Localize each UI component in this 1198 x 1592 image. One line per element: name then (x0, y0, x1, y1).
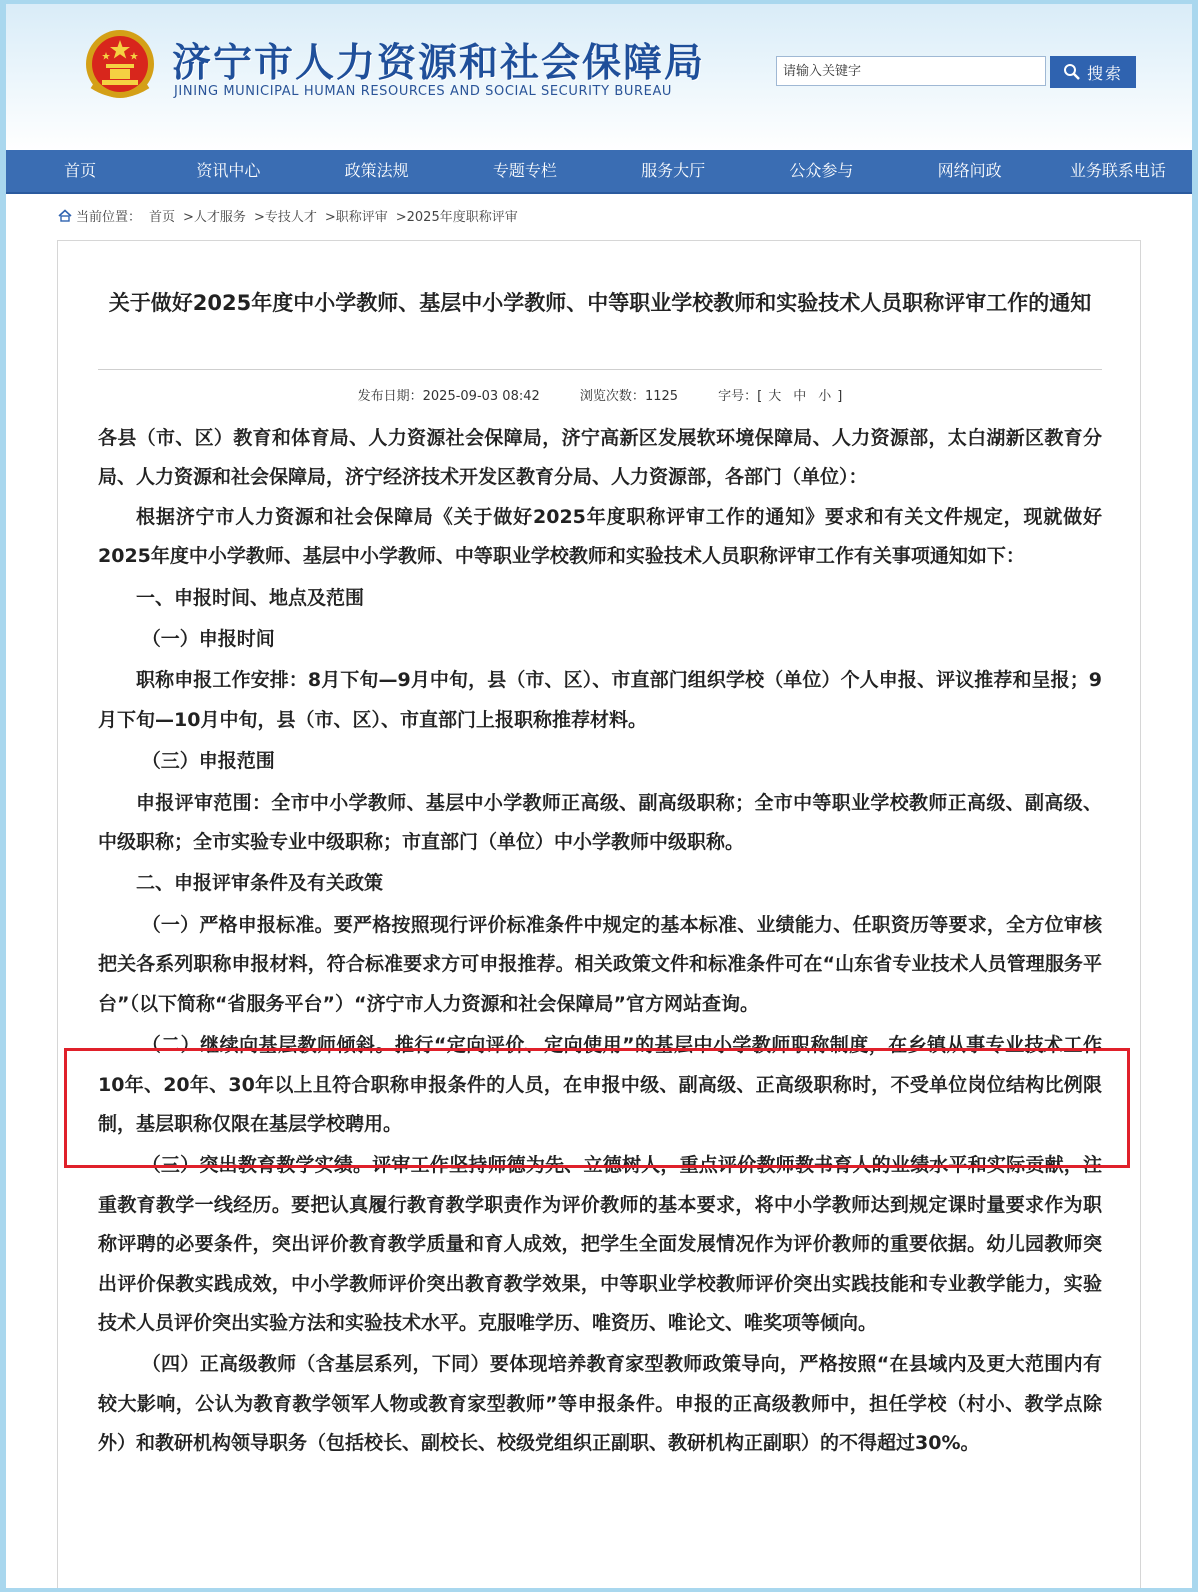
article-title: 关于做好2025年度中小学教师、基层中小学教师、中等职业学校教师和实验技术人员职称评审工作的通知 (108, 291, 1092, 315)
breadcrumb-link-home[interactable]: 首页 (149, 210, 176, 225)
view-count-label: 浏览次数： (579, 389, 645, 404)
site-title[interactable]: 济宁市人力资源和社会保障局 (172, 41, 706, 86)
site-subtitle: JINING MUNICIPAL HUMAN RESOURCES AND SOCIAL SECURITY BUREAU (174, 84, 673, 99)
article-panel (57, 240, 1141, 1588)
breadcrumb-link-2025-review[interactable]: >2025年度职称评审 (395, 210, 518, 225)
site-header (6, 4, 1192, 152)
publish-date-label: 发布日期： (357, 389, 423, 404)
subheading-application-time: （一）申报时间 (141, 628, 275, 651)
national-emblem-icon (84, 26, 156, 102)
paragraph-strict-standards: （一）严格申报标准。要严格按照现行评价标准条件中规定的基本标准、业绩能力、任职资历等要求，全方位审核把关各系列职称申报材料，符合标准要求方可申报推荐。相关政策文件和标准条件可在“山东省专业技术人员管理服务平台”（以下简称“省服务平台”）“济宁市人力资源和社会保障局”官方网站查询。 (98, 913, 1102, 1015)
article-body (98, 419, 1102, 1464)
nav-item-news[interactable]: 资讯中心 (196, 161, 261, 180)
paragraph-application-time: 职称申报工作安排：8月下旬—9月中旬，县（市、区）、市直部门组织学校（单位）个人申报、评议推荐和呈报；9月下旬—10月中旬，县（市、区）、市直部门上报职称推荐材料。 (98, 669, 1102, 731)
paragraph-teaching-performance: （三）突出教育教学实绩。评审工作坚持师德为先、立德树人，重点评价教师教书育人的业绩水平和实际贡献，注重教育教学一线经历。要把认真履行教育教学职责作为评价教师的基本要求，将中小学教师达到规定课时量要求作为职称评聘的必要条件，突出评价教育教学质量和育人成效，把学生全面发展情况作为评价教师的重要依据。幼儿园教师突出评价保教实践成效，中小学教师评价突出教育教学效果，中等职业学校教师评价突出实践技能和专业教学能力，实验技术人员评价突出实验方法和实验技术水平。克服唯学历、唯资历、唯论文、唯奖项等倾向。 (98, 1154, 1102, 1334)
search-button[interactable] (1050, 56, 1136, 88)
view-count-value: 1125 (644, 389, 679, 404)
publish-date (358, 389, 540, 404)
page-frame (6, 4, 1192, 1588)
paragraph-senior-teachers: （四）正高级教师（含基层系列，下同）要体现培养教育家型教师政策导向，严格按照“在县域内及更大范围内有较大影响，公认为教育教学领军人物或教育家型教师”等申报条件。申报的正高级教师中，担任学校（村小、教学点除外）和教研机构领导职务（包括校长、副校长、校级党组织正副职、教研机构正副职）的不得超过30%。 (98, 1353, 1102, 1455)
main-nav (6, 150, 1192, 194)
breadcrumb-link-title-review[interactable]: >职称评审 (324, 210, 388, 225)
paragraph-grassroots-teachers: （二）继续向基层教师倾斜。推行“定向评价、定向使用”的基层中小学教师职称制度，在乡镇从事专业技术工作10年、20年、30年以上且符合职称申报条件的人员，在申报中级、副高级、正高级职称时，不受单位岗位结构比例限制，基层职称仅限在基层学校聘用。 (98, 1034, 1102, 1135)
subheading-application-scope: （三）申报范围 (141, 750, 275, 773)
nav-item-public-participation[interactable]: 公众参与 (789, 161, 854, 180)
breadcrumb-link-professional-talent[interactable]: >专技人才 (253, 210, 317, 225)
paragraph-salutation: 各县（市、区）教育和体育局、人力资源社会保障局，济宁高新区发展软环境保障局、人力资源部，太白湖新区教育分局、人力资源和社会保障局，济宁经济技术开发区教育分局、人力资源部，各部门（单位）： (98, 427, 1102, 489)
breadcrumb-label: 当前位置： (76, 210, 142, 225)
home-icon (58, 209, 72, 222)
publish-date-value: 2025-09-03 08:42 (422, 389, 540, 404)
nav-item-topics[interactable]: 专题专栏 (492, 161, 557, 180)
font-size-label: 字号：[ (718, 389, 763, 404)
nav-item-contact-phone[interactable]: 业务联系电话 (1069, 161, 1166, 180)
view-count (580, 389, 678, 404)
search-button-label: 搜索 (1086, 63, 1123, 83)
nav-item-home[interactable]: 首页 (64, 161, 97, 180)
font-size-large[interactable]: 大 (768, 389, 782, 404)
nav-item-service-hall[interactable]: 服务大厅 (641, 161, 706, 180)
heading-section-2: 二、申报评审条件及有关政策 (136, 872, 384, 895)
breadcrumb-link-talent-service[interactable]: >人才服务 (183, 210, 246, 225)
paragraph-intro: 根据济宁市人力资源和社会保障局《关于做好2025年度职称评审工作的通知》要求和有关文件规定，现就做好2025年度中小学教师、基层中小学教师、中等职业学校教师和实验技术人员职称评审工作有关事项通知如下： (98, 505, 1102, 568)
paragraph-application-scope: 申报评审范围：全市中小学教师、基层中小学教师正高级、副高级职称；全市中等职业学校教师正高级、副高级、中级职称；全市实验专业中级职称；市直部门（单位）中小学教师中级职称。 (98, 791, 1102, 854)
breadcrumb (58, 206, 522, 225)
font-size-small[interactable]: 小 (818, 389, 832, 404)
search-input[interactable] (776, 56, 1046, 86)
font-size-controls (718, 389, 842, 404)
search-icon (1063, 63, 1081, 81)
font-size-medium[interactable]: 中 (793, 389, 807, 404)
heading-section-1: 一、申报时间、地点及范围 (136, 586, 365, 609)
font-size-close: ] (837, 389, 843, 404)
nav-item-online-inquiry[interactable]: 网络问政 (937, 161, 1002, 180)
title-divider (98, 369, 1102, 370)
nav-item-policies[interactable]: 政策法规 (344, 161, 409, 180)
article-meta (58, 385, 1142, 404)
